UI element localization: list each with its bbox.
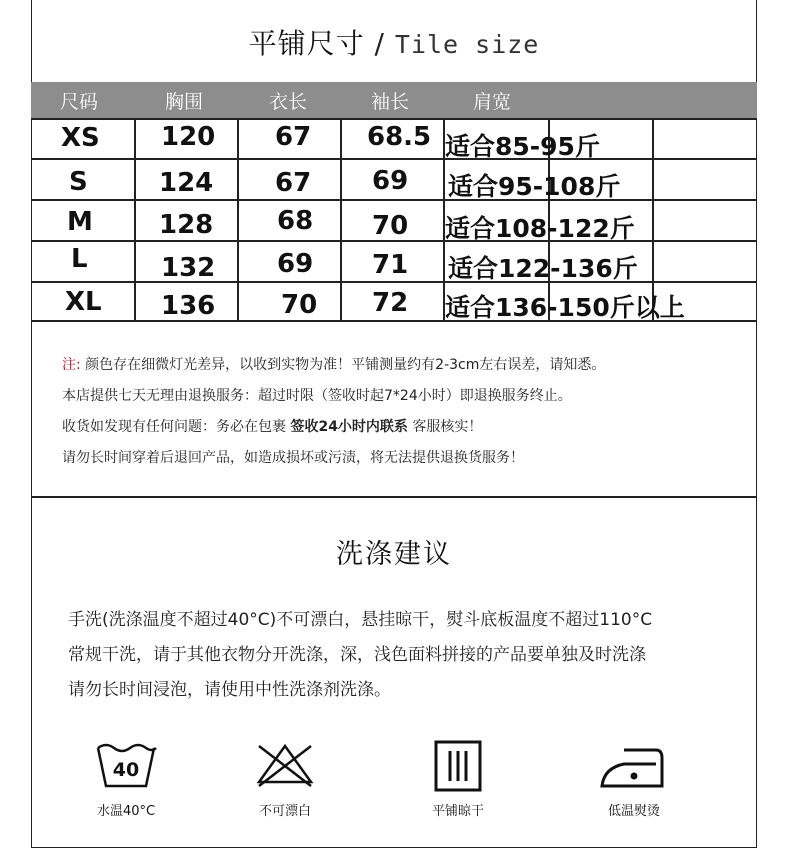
header-shoulder: 肩宽 xyxy=(473,91,512,113)
cell-size: L xyxy=(71,244,88,274)
svg-text:40: 40 xyxy=(112,759,140,781)
cell-sleeve: 71 xyxy=(372,250,409,280)
section-divider xyxy=(31,496,757,498)
cell-sleeve: 68.5 xyxy=(367,122,432,152)
wash-line-3: 请勿长时间浸泡，请使用中性洗涤剂洗涤。 xyxy=(68,680,391,700)
header-size: 尺码 xyxy=(60,91,99,113)
wash-line-1: 手洗(洗涤温度不超过40°C)不可漂白，悬挂晾干，熨斗底板温度不超过110°C xyxy=(68,610,653,630)
low-iron-icon xyxy=(598,740,670,790)
cell-chest: 128 xyxy=(159,210,214,240)
wash-40-icon xyxy=(94,740,158,790)
care-label: 不可漂白 xyxy=(258,804,311,819)
notice-line-1: 注: 颜色存在细微灯光差异，以收到实物为准！平铺测量约有2-3cm左右误差，请知悉。 xyxy=(62,357,606,373)
size-table xyxy=(31,118,757,321)
wash-instructions xyxy=(68,603,652,708)
page-title: 平铺尺寸 / Tile size xyxy=(248,27,540,60)
cell-length: 70 xyxy=(281,290,318,320)
notice-text xyxy=(62,350,605,474)
cell-sleeve: 72 xyxy=(372,288,409,318)
cell-fit: 适合108-122斤 xyxy=(445,214,635,243)
header-length: 衣长 xyxy=(269,91,308,113)
header-sleeve: 袖长 xyxy=(371,91,410,113)
no-bleach-icon xyxy=(253,740,317,790)
cell-fit: 适合122-136斤 xyxy=(448,254,638,283)
care-item-bleach xyxy=(225,740,345,819)
cell-size: XS xyxy=(61,123,100,153)
flat-dry-icon xyxy=(426,740,490,794)
cell-chest: 136 xyxy=(161,291,216,321)
cell-length: 69 xyxy=(277,249,314,279)
cell-chest: 132 xyxy=(161,253,216,283)
wash-section-title: 洗涤建议 xyxy=(336,539,452,570)
notice-line-4: 请勿长时间穿着后退回产品，如造成损坏或污渍，将无法提供退换货服务！ xyxy=(62,450,524,466)
cell-length: 68 xyxy=(277,206,314,236)
cell-length: 67 xyxy=(275,168,312,198)
care-item-wash xyxy=(66,740,186,819)
care-item-dry xyxy=(398,740,518,819)
care-label: 水温40°C xyxy=(96,804,156,819)
care-label: 平铺晾干 xyxy=(431,804,484,819)
cell-length: 67 xyxy=(275,122,312,152)
size-table-header xyxy=(31,82,757,118)
wash-line-2: 常规干洗，请于其他衣物分开洗涤，深，浅色面料拼接的产品要单独及时洗涤 xyxy=(68,645,646,665)
cell-size: M xyxy=(67,207,93,237)
cell-sleeve: 70 xyxy=(372,211,409,241)
cell-size: XL xyxy=(65,287,102,317)
care-item-iron xyxy=(574,740,694,819)
cell-chest: 124 xyxy=(159,168,214,198)
cell-fit: 适合136-150斤以上 xyxy=(445,293,685,322)
cell-fit: 适合95-108斤 xyxy=(448,172,621,201)
notice-line-3: 收货如发现有任何问题：务必在包裹 签收24小时内联系 客服核实！ xyxy=(62,419,483,435)
notice-line-2: 本店提供七天无理由退换服务：超过时限（签收时起7*24小时）即退换服务终止。 xyxy=(62,388,572,404)
care-label: 低温熨烫 xyxy=(607,804,660,819)
cell-sleeve: 69 xyxy=(372,166,409,196)
cell-fit: 适合85-95斤 xyxy=(445,132,600,161)
cell-chest: 120 xyxy=(161,122,216,152)
header-chest: 胸围 xyxy=(165,91,204,113)
cell-size: S xyxy=(69,167,88,197)
